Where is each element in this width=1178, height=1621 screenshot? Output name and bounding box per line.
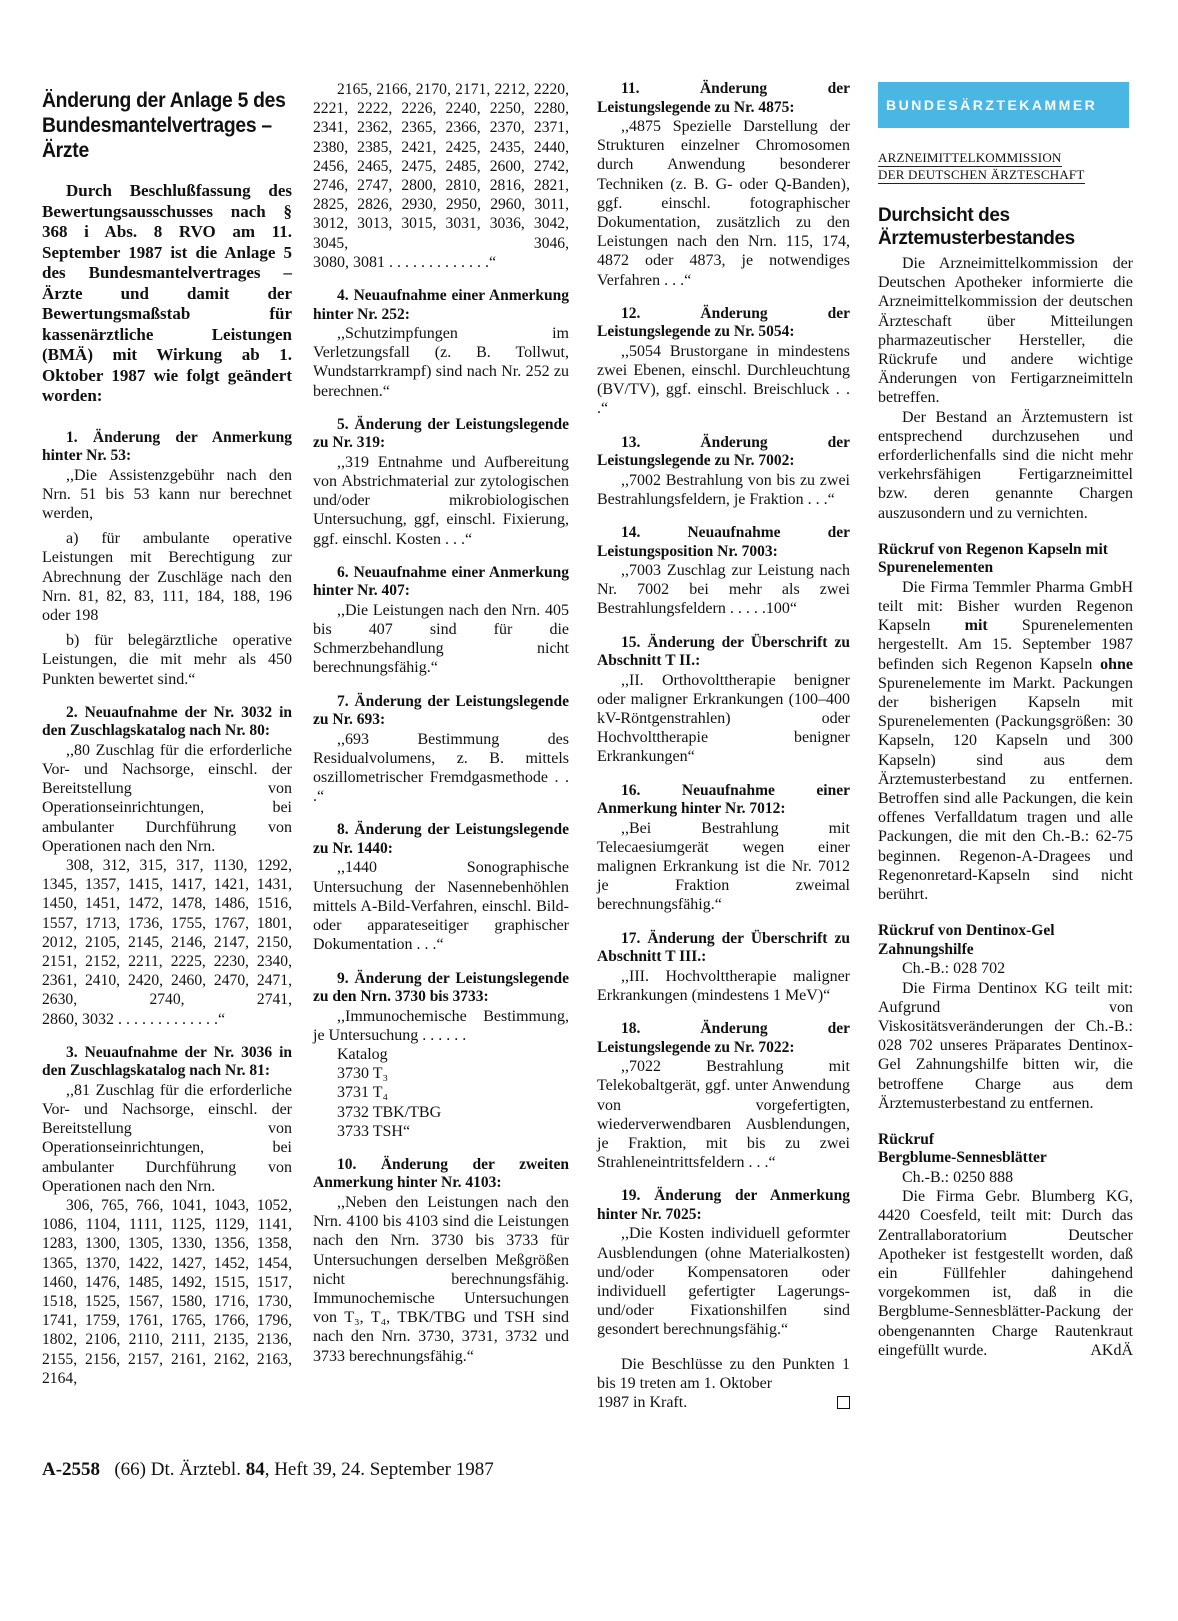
section-text: ,,7003 Zuschlag zur Leistung nach Nr. 7002 bei mehr als zwei Bestrahlungsfeldern . . . . .100“ [597,562,850,618]
section-3-continued [313,80,569,272]
intro-paragraph: Der Bestand an Ärztemustern ist entsprechend durchzusehen und erforderlichenfalls sind die nicht mehr verkehrsfähigen Fertigarzneimittel bzw. deren genannte Chargen auszusondern und zu vernichten. [878,408,1133,522]
section-5 [313,416,569,549]
section-heading: 12. Änderung der Leistungslegende zu Nr. 5054: [597,304,850,341]
journal-ref: (66) Dt. Ärztebl. [114,1459,241,1480]
recall-text: Die Firma Temmler Pharma GmbH teilt mit: Bisher wurden Regenon Kapseln mit Spurenelementen hergestellt. Am 15. September 1987 befinden sich Regenon Kapseln ohne Spurenelemente im Markt. Packungen der bisherigen Kapseln mit Spurenelementen (Packungsgrößen: 30 Kapseln, 120 Kapseln und 300 Kapseln) sind aus dem Ärztemusterbestand zu entfernen. Betroffen sind alle Packungen, die kein offenes Verfalldatum tragen und alle Packungen, die mit den Ch.-B.: 62-75 beginnen. Regenon-A-Dragees und Regenonretard-Kapseln sind nicht berührt. [878,578,1133,904]
catalog-item: Katalog [337,1045,388,1063]
journal-volume: 84 [245,1459,265,1480]
batch-number: Ch.-B.: 028 702 [902,960,1006,978]
catalog-item: 3732 TBK/TBG [337,1103,442,1121]
section-heading: 3. Neuaufnahme der Nr. 3036 in den Zuschlagskatalog nach Nr. 81: [42,1043,292,1080]
section-text: ,,Die Leistungen nach den Nrn. 405 bis 407 sind für die Schmerzbehandlung nicht berechnungsfähig.“ [313,601,569,677]
section-9 [313,970,569,1141]
recall-text: Die Firma Gebr. Blumberg KG, 4420 Coesfeld, teilt mit: Durch das Zentrallaboratorium Deutscher Apotheker ist festgestellt worden, daß ein Füllfehler dahingehend vorgekommen ist, daß in die Bergblume-Sennesblätter-Packung der obengenannten Charge Rautenkraut eingefüllt wurde. [878,1188,1133,1359]
section-heading: 8. Änderung der Leistungslegende zu Nr. 1440: [313,821,569,857]
section-text: ,,III. Hochvolttherapie maligner Erkrankungen (mindestens 1 MeV)“ [597,967,850,1004]
section-text: ,,Schutzimpfungen im Verletzungsfall (z. B. Tollwut, Wundstarrkrampf) sind nach Nr. 252 zu berechnen.“ [313,325,569,400]
closing-text: Die Beschlüsse zu den Punkten 1 bis 19 treten am 1. Oktober [597,1355,850,1392]
section-text: b) für belegärztliche operative Leistungen, die mit mehr als 450 Punkten bewertet sind.“ [42,632,292,688]
section-8 [313,821,569,954]
batch-number: Ch.-B.: 0250 888 [902,1168,1014,1186]
column-1 [42,80,292,1403]
intro-paragraph: Die Arzneimittelkommission der Deutschen Apotheker informierte die Arzneimittelkommission der deutschen Ärzteschaft über Mitteilungen pharmazeutischer Hersteller, die Rückrufe und andere wichtige Änderungen von Fertigarzneimitteln betreffen. [878,255,1133,407]
section-heading: 18. Änderung der Leistungslegende zu Nr. 7022: [597,1020,850,1056]
section-text: ,,80 Zuschlag für die erforderliche Vor- und Nachsorge, einschl. der Bereitstellung von Operationseinrichtungen, bei ambulanter Durchführung von Operationen nach den Nrn. [42,741,292,855]
section-16 [597,782,850,915]
section-text: ,,5054 Brustorgane in mindestens zwei Ebenen, einschl. Durchleuchtung (BV/TV), ggf. einschl. Breischluck . . .“ [597,342,850,418]
section-text: ,,693 Bestimmung des Residualvolumens, z. B. mittels oszillometrischer Fremdgasmethode . . .“ [313,730,569,806]
bundesaerztekammer-banner: BUNDESÄRZTEKAMMER [878,82,1129,128]
number-list-end: 3080, 3081 . . . . . . . . . . . . .“ [313,253,497,271]
section-heading: 10. Änderung der zweiten Anmerkung hinter Nr. 4103: [313,1155,569,1192]
catalog-item: 3731 T₄ [337,1084,389,1102]
section-heading: 11. Änderung der Leistungslegende zu Nr. 4875: [597,80,850,116]
section-7 [313,693,569,807]
closing-end-row [597,1393,850,1412]
number-list: 308, 312, 315, 317, 1130, 1292, 1345, 1357, 1415, 1417, 1421, 1431, 1450, 1451, 1472, 1478, 1486, 1516, 1557, 1713, 1736, 1755, 1767, 1801, 2012, 2105, 2145, 2146, 2147, 2150, 2151, 2152, 2211, 2225, 2230, 2340, 2361, 2410, 2420, 2460, 2470, 2471, 2630, 2740, 2741, [42,856,292,1009]
section-heading: 9. Änderung der Leistungslegende zu den Nrn. 3730 bis 3733: [313,969,569,1005]
section-13 [597,434,850,509]
number-list-end: 2860, 3032 . . . . . . . . . . . . .“ [42,1010,226,1028]
column-2 [313,80,569,1381]
section-heading: 2. Neuaufnahme der Nr. 3032 in den Zuschlagskatalog nach Nr. 80: [42,703,292,740]
closing-text-end: 1987 in Kraft. [597,1393,688,1411]
section-text: ,,II. Orthovolttherapie benigner oder maligner Erkrankungen (100–400 kV-Röntgenstrahlen) oder Hochvolttherapie benigner Erkrankungen“ [597,671,850,766]
catalog-item: 3733 TSH“ [337,1122,411,1140]
lead-paragraph: Durch Beschlußfassung des Bewertungsausschusses nach § 368 i Abs. 8 RVO am 11. September 1987 ist die Anlage 5 des Bundesmantelvertrages – Ärzte und damit der Bewertungsmaßstab für kassenärztliche Leistungen (BMÄ) mit Wirkung ab 1. Oktober 1987 wie folgt geändert worden: [42,181,292,405]
closing-note [597,1355,850,1413]
section-heading: 17. Änderung der Überschrift zu Abschnitt T III.: [597,929,850,966]
page-number: A-2558 [42,1459,101,1480]
section-text: ,,Bei Bestrahlung mit Telecaesiumgerät wegen einer malignen Erkrankung ist die Nr. 7012 je Fraktion zweimal berechnungsfähig.“ [597,819,850,914]
section-text: ,,7022 Bestrahlung mit Telekobaltgerät, ggf. unter Anwendung von vorgefertigten, wiederverwendbaren Ausblendungen, je Fraktion, mit bis zu zwei Strahleneintrittsfeldern . . .“ [597,1058,850,1172]
column-3 [597,80,850,1427]
catalog-item: 3730 T₃ [337,1065,389,1083]
section-heading: 4. Neuaufnahme einer Anmerkung hinter Nr. 252: [313,287,569,323]
issue-date: , Heft 39, 24. September 1987 [264,1459,494,1480]
section-18 [597,1020,850,1172]
number-list: 306, 765, 766, 1041, 1043, 1052, 1086, 1104, 1111, 1125, 1129, 1141, 1283, 1300, 1305, 1330, 1356, 1358, 1365, 1370, 1422, 1427, 1452, 1454, 1460, 1476, 1485, 1492, 1515, 1517, 1518, 1525, 1567, 1580, 1716, 1730, 1741, 1759, 1761, 1765, 1766, 1796, 1802, 2106, 2110, 2111, 2135, 2136, 2155, 2156, 2157, 2161, 2162, 2163, 2164, [42,1197,292,1387]
section-heading: 7. Änderung der Leistungslegende zu Nr. 693: [313,692,569,729]
article-headline: Änderung der Anlage 5 des Bundesmantelvertrages – Ärzte [42,89,286,162]
section-3 [42,1044,292,1388]
section-2 [42,704,292,1029]
section-heading: 5. Änderung der Leistungslegende zu Nr. 319: [313,415,569,452]
section-heading: 16. Neuaufnahme einer Anmerkung hinter Nr. 7012: [597,781,850,818]
end-mark-icon [837,1396,850,1409]
section-19 [597,1187,850,1339]
recall-text: Die Firma Dentinox KG teilt mit: Aufgrund von Viskositätsveränderungen der Ch.-B.: 028 702 unseres Präparates Dentinox-Gel Zahnungshilfe bitten wir, die betroffene Charge aus dem Ärztemusterbestand zu entfernen. [878,979,1133,1112]
section-10 [313,1156,569,1366]
number-list: 2165, 2166, 2170, 2171, 2212, 2220, 2221, 2222, 2226, 2240, 2250, 2280, 2341, 2362, 2365, 2366, 2370, 2371, 2380, 2385, 2421, 2425, 2435, 2440, 2456, 2465, 2475, 2485, 2600, 2742, 2746, 2747, 2800, 2810, 2816, 2821, 2825, 2826, 2930, 2950, 2960, 3011, 3012, 3013, 3015, 3031, 3036, 3042, 3045, 3046, [313,81,569,252]
section-15 [597,634,850,767]
section-text: ,,7002 Bestrahlung von bis zu zwei Bestrahlungsfeldern, je Fraktion . . .“ [597,471,850,508]
section-text: ,,319 Entnahme und Aufbereitung von Abstrichmaterial zur zytologischen und/oder mikrobiologischen Untersuchung, ggf, einschl. Fixierung, ggf. einschl. Kosten . . .“ [313,453,569,548]
section-text: ,,1440 Sonographische Untersuchung der Nasennebenhöhlen mittels A-Bild-Verfahren, einschl. Bild- oder apparateseitiger graphischer Dokumentation . . .“ [313,859,569,954]
section-text: ,,Die Assistenzgebühr nach den Nrn. 51 bis 53 kann nur berechnet werden, [42,466,292,522]
section-17 [597,930,850,1005]
section-12 [597,305,850,419]
section-text: ,,4875 Spezielle Darstellung der Strukturen einzelner Chromosomen durch Anwendung besonderer Techniken (z. B. G- oder Q-Banden), ggf. einschl. fotographischer Dokumentation, zusätzlich zu den Leistungen nach den Nrn. 115, 174, 4872 oder 4873, je notwendiges Verfahren . . .“ [597,118,850,289]
recall-heading: Rückruf von Regenon Kapseln mit Spurenelementen [878,540,1108,577]
catalog-list [313,1045,569,1141]
section-text: a) für ambulante operative Leistungen mit Berechtigung zur Abrechnung der Zuschläge nach den Nrn. 81, 82, 83, 111, 184, 188, 196 oder 198 [42,530,292,624]
section-4 [313,287,569,401]
kommission-label [878,150,1133,184]
section-11 [597,80,850,290]
section-text: ,,Immunochemische Bestimmung, je Untersuchung . . . . . . [313,1007,569,1044]
article-headline: Durchsicht des Ärztemusterbestandes [878,205,1075,249]
section-heading: 14. Neuaufnahme der Leistungsposition Nr. 7003: [597,524,850,560]
column-4 [878,80,1133,1360]
section-heading: 15. Änderung der Überschrift zu Abschnitt T II.: [597,633,850,670]
kommission-line: DER DEUTSCHEN ÄRZTESCHAFT [878,167,1085,182]
recall-heading: Rückruf von Dentinox-Gel Zahnungshilfe [878,922,1055,958]
section-heading: 19. Änderung der Anmerkung hinter Nr. 7025: [597,1187,850,1223]
section-1 [42,429,292,689]
section-6 [313,564,569,678]
section-text: ,,Die Kosten individuell geformter Ausblendungen (ohne Materialkosten) und/oder Kompensatoren oder individuell gefertigter Lagerungs- und/oder Fixationshilfen sind gesondert berechnungsfähig.“ [597,1225,850,1339]
section-heading: 13. Änderung der Leistungslegende zu Nr. 7002: [597,433,850,470]
section-14 [597,524,850,619]
section-text: ,,81 Zuschlag für die erforderliche Vor- und Nachsorge, einschl. der Bereitstellung von Operationseinrichtungen, bei ambulanter Durchführung von Operationen nach den Nrn. [42,1081,292,1195]
section-heading: 1. Änderung der Anmerkung hinter Nr. 53: [42,428,292,464]
signature: AKdÄ [1090,1341,1133,1359]
section-text: ,,Neben den Leistungen nach den Nrn. 4100 bis 4103 sind die Leistungen nach den Nrn. 3730 bis 3733 für Untersuchungen derselben Meßgrößen nicht berechnungsfähig. Immunochemische Untersuchungen von T₃, T₄, TBK/TBG und TSH sind nach den Nrn. 3730, 3731, 3732 und 3733 berechnungsfähig.“ [313,1193,569,1365]
page-footer [42,1459,494,1481]
section-heading: 6. Neuaufnahme einer Anmerkung hinter Nr. 407: [313,563,569,600]
recall-heading: Rückruf Bergblume-Sennesblätter [878,1130,1047,1167]
kommission-line: ARZNEIMITTELKOMMISSION [878,150,1062,165]
